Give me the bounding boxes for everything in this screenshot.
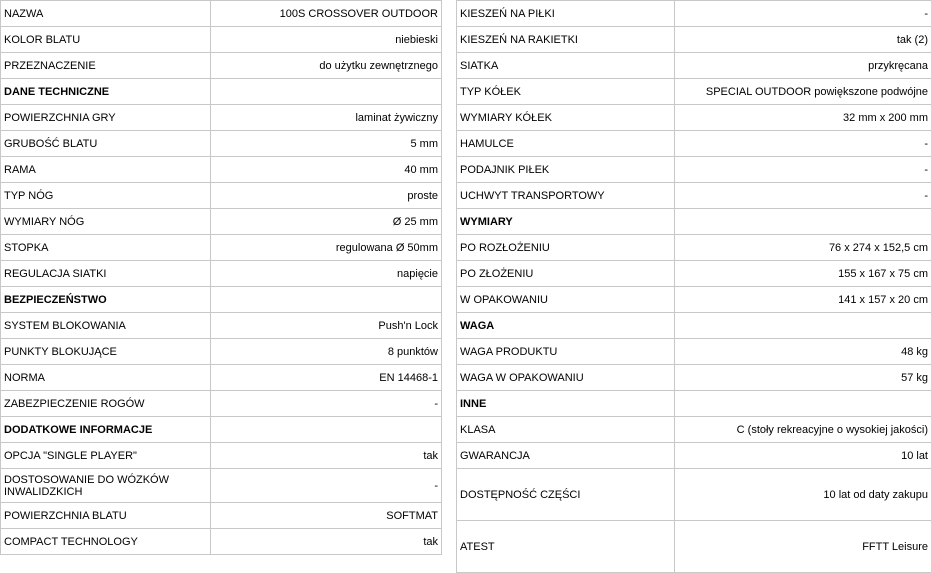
section-title: DANE TECHNICZNE (1, 79, 211, 105)
section-title: WAGA (457, 313, 675, 339)
spec-row (457, 183, 931, 209)
spec-row (457, 79, 931, 105)
spec-label: PODAJNIK PIŁEK (457, 157, 675, 183)
spec-value: SPECIAL OUTDOOR powiększone podwójne (675, 79, 931, 105)
spec-value: 76 x 274 x 152,5 cm (675, 235, 931, 261)
spec-row (1, 235, 442, 261)
spec-value: - (211, 469, 442, 503)
spec-table-right (456, 0, 931, 573)
section-title: BEZPIECZEŃSTWO (1, 287, 211, 313)
spec-value: 141 x 157 x 20 cm (675, 287, 931, 313)
spec-value (211, 417, 442, 443)
spec-table-left-body (1, 1, 442, 555)
spec-label: GWARANCJA (457, 443, 675, 469)
spec-row (457, 521, 931, 573)
section-header-row (457, 313, 931, 339)
spec-value (211, 79, 442, 105)
spec-value: regulowana Ø 50mm (211, 235, 442, 261)
spec-value: - (675, 131, 931, 157)
spec-label: SIATKA (457, 53, 675, 79)
section-title: INNE (457, 391, 675, 417)
spec-row (1, 131, 442, 157)
spec-label: ATEST (457, 521, 675, 573)
spec-value: Push'n Lock (211, 313, 442, 339)
spec-value (675, 209, 931, 235)
spec-value: - (211, 391, 442, 417)
spec-label: PRZEZNACZENIE (1, 53, 211, 79)
spec-row (457, 469, 931, 521)
spec-row (457, 105, 931, 131)
spec-row (457, 235, 931, 261)
spec-value: - (675, 183, 931, 209)
spec-label: WYMIARY NÓG (1, 209, 211, 235)
spec-value: 8 punktów (211, 339, 442, 365)
spec-value: FFTT Leisure (675, 521, 931, 573)
spec-value: laminat żywiczny (211, 105, 442, 131)
section-header-row (457, 209, 931, 235)
spec-label: KIESZEŃ NA PIŁKI (457, 1, 675, 27)
spec-label: TYP NÓG (1, 183, 211, 209)
spec-label: PO ROZŁOŻENIU (457, 235, 675, 261)
spec-row (1, 365, 442, 391)
spec-row (457, 261, 931, 287)
spec-value: tak (2) (675, 27, 931, 53)
spec-value: napięcie (211, 261, 442, 287)
spec-label: GRUBOŚĆ BLATU (1, 131, 211, 157)
spec-value (675, 391, 931, 417)
spec-value: tak (211, 529, 442, 555)
spec-value (675, 313, 931, 339)
spec-label: DOSTOSOWANIE DO WÓZKÓW INWALIDZKICH (1, 469, 211, 503)
spec-row (1, 261, 442, 287)
spec-label: TYP KÓŁEK (457, 79, 675, 105)
spec-row (1, 391, 442, 417)
spec-row (1, 27, 442, 53)
spec-row (1, 183, 442, 209)
spec-row (1, 313, 442, 339)
spec-label: NAZWA (1, 1, 211, 27)
spec-label: COMPACT TECHNOLOGY (1, 529, 211, 555)
spec-label: OPCJA "SINGLE PLAYER" (1, 443, 211, 469)
spec-value: 57 kg (675, 365, 931, 391)
spec-label: DOSTĘPNOŚĆ CZĘŚCI (457, 469, 675, 521)
spec-value: 100S CROSSOVER OUTDOOR (211, 1, 442, 27)
spec-value: 10 lat (675, 443, 931, 469)
spec-row (1, 339, 442, 365)
spec-row (1, 53, 442, 79)
spec-table-left (0, 0, 442, 555)
section-title: WYMIARY (457, 209, 675, 235)
section-header-row (457, 391, 931, 417)
spec-row (1, 157, 442, 183)
spec-value: EN 14468-1 (211, 365, 442, 391)
spec-value: 48 kg (675, 339, 931, 365)
spec-label: ZABEZPIECZENIE ROGÓW (1, 391, 211, 417)
spec-row (457, 339, 931, 365)
spec-label: PO ZŁOŻENIU (457, 261, 675, 287)
spec-row (457, 417, 931, 443)
spec-row (457, 53, 931, 79)
spec-value: do użytku zewnętrznego (211, 53, 442, 79)
spec-label: POWIERZCHNIA GRY (1, 105, 211, 131)
spec-label: SYSTEM BLOKOWANIA (1, 313, 211, 339)
spec-label: KLASA (457, 417, 675, 443)
spec-row (1, 469, 442, 503)
spec-value: 5 mm (211, 131, 442, 157)
spec-value (211, 287, 442, 313)
section-header-row (1, 79, 442, 105)
spec-label: WAGA PRODUKTU (457, 339, 675, 365)
spec-value: tak (211, 443, 442, 469)
spec-row (457, 131, 931, 157)
spec-value: - (675, 1, 931, 27)
spec-value: proste (211, 183, 442, 209)
spec-row (1, 443, 442, 469)
spec-label: NORMA (1, 365, 211, 391)
spec-row (457, 157, 931, 183)
spec-row (1, 209, 442, 235)
spec-row (457, 287, 931, 313)
spec-row (457, 27, 931, 53)
spec-value: 10 lat od daty zakupu (675, 469, 931, 521)
spec-label: KOLOR BLATU (1, 27, 211, 53)
spec-value: 32 mm x 200 mm (675, 105, 931, 131)
spec-label: KIESZEŃ NA RAKIETKI (457, 27, 675, 53)
spec-label: HAMULCE (457, 131, 675, 157)
spec-value: C (stoły rekreacyjne o wysokiej jakości) (675, 417, 931, 443)
section-title: DODATKOWE INFORMACJE (1, 417, 211, 443)
spec-row (1, 503, 442, 529)
spec-value: 155 x 167 x 75 cm (675, 261, 931, 287)
section-header-row (1, 287, 442, 313)
spec-label: POWIERZCHNIA BLATU (1, 503, 211, 529)
spec-label: STOPKA (1, 235, 211, 261)
spec-value: Ø 25 mm (211, 209, 442, 235)
spec-row (457, 443, 931, 469)
spec-table-right-body (457, 1, 931, 573)
spec-label: PUNKTY BLOKUJĄCE (1, 339, 211, 365)
spec-value: SOFTMAT (211, 503, 442, 529)
spec-label: WAGA W OPAKOWANIU (457, 365, 675, 391)
spec-label: WYMIARY KÓŁEK (457, 105, 675, 131)
spec-value: przykręcana (675, 53, 931, 79)
spec-label: UCHWYT TRANSPORTOWY (457, 183, 675, 209)
spec-value: - (675, 157, 931, 183)
spec-row (1, 1, 442, 27)
spec-row (457, 365, 931, 391)
spec-value: 40 mm (211, 157, 442, 183)
section-header-row (1, 417, 442, 443)
spec-label: RAMA (1, 157, 211, 183)
spec-label: W OPAKOWANIU (457, 287, 675, 313)
spec-row (1, 105, 442, 131)
spec-row (457, 1, 931, 27)
spec-value: niebieski (211, 27, 442, 53)
spec-row (1, 529, 442, 555)
spec-label: REGULACJA SIATKI (1, 261, 211, 287)
